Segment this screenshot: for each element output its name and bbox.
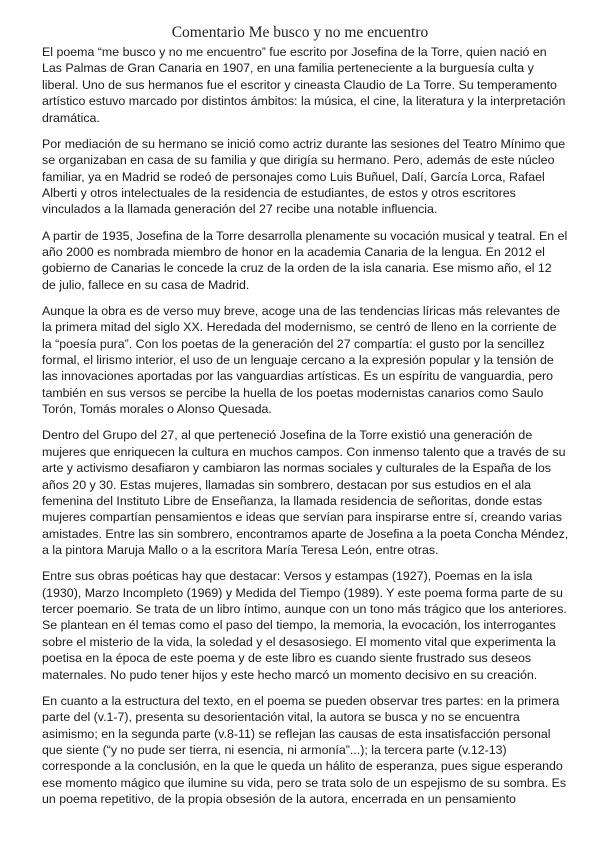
text-line: (1930), Marzo Incompleto (1969) y Medida del Tiempo (1989). Y este poema forma parte de su bbox=[42, 585, 563, 600]
text-line: A partir de 1935, Josefina de la Torre desarrolla plenamente su vocación musical y teatral. En el bbox=[42, 228, 568, 243]
paragraph bbox=[42, 568, 582, 683]
text-line: vinculados a la llamada generación del 27 recibe una notable influencia. bbox=[42, 202, 438, 217]
text-line: artístico estuvo marcado por distintos ámbitos: la música, el cine, la literatura y la interpretación bbox=[42, 94, 566, 109]
text-line: dramática. bbox=[42, 110, 100, 125]
text-line: la primera mitad del siglo XX. Heredada del modernismo, se centró de lleno en la corriente de bbox=[42, 320, 557, 335]
text-line: ese momento mágico que ilumine su vida, pero se trata solo de un espejismo de su sombra. Es bbox=[42, 775, 567, 790]
paragraph bbox=[42, 44, 582, 126]
document-body bbox=[42, 44, 582, 817]
text-line: mujeres que enriquecen la cultura en muchos campos. Con inmenso talento que a través de su bbox=[42, 444, 566, 459]
text-line: corresponde a la conclusión, en la que le queda un hálito de esperanza, pues sigue esperando bbox=[42, 759, 563, 774]
text-line: sobre el misterio de la vida, la soledad y el desasosiego. El momento vital que experimenta la bbox=[42, 634, 556, 649]
text-line: femenina del Instituto Libre de Enseñanza, la llamada residencia de señoritas, donde estas bbox=[42, 493, 543, 508]
text-line: que siente (“y no pude ser tierra, ni esencia, ni armonía”...); la tercera parte (v.12-13) bbox=[42, 743, 507, 758]
text-line: asimismo; en la segunda parte (v.8-11) se reflejan las causas de esta insatisfacción personal bbox=[42, 726, 551, 741]
text-line: también en sus versos se percibe la huella de los poetas modernistas canarios como Saulo bbox=[42, 385, 544, 400]
text-line: a la pintora Maruja Mallo o a la escritora María Teresa León, entre otras. bbox=[42, 543, 439, 558]
paragraph bbox=[42, 136, 582, 218]
text-line: formal, el lirismo interior, el uso de un lenguaje cercano a la expresión popular y la tensión de bbox=[42, 353, 554, 368]
text-line: Se plantean en él temas como el paso del tiempo, la memoria, la evocación, los interrogantes bbox=[42, 618, 556, 633]
text-line: Por mediación de su hermano se inició como actriz durante las sesiones del Teatro Mínimo que bbox=[42, 136, 566, 151]
text-line: Aunque la obra es de verso muy breve, acoge una de las tendencias líricas más relevantes de bbox=[42, 303, 560, 318]
text-line: año 2000 es nombrada miembro de honor en la academia Canaria de la lengua. En 2012 el bbox=[42, 244, 545, 259]
text-line: Las Palmas de Gran Canaria en 1907, en una familia perteneciente a la burguesía culta y bbox=[42, 61, 534, 76]
text-line: arte y activismo desafiaron y cambiaron las normas sociales y culturales de la España de los bbox=[42, 461, 551, 476]
text-line: maternales. No pudo tener hijos y este hecho marcó un momento decisivo en su creación. bbox=[42, 667, 538, 682]
text-line: gobierno de Canarias le concede la cruz de la orden de la isla canaria. Ese mismo año, el 12 bbox=[42, 261, 552, 276]
text-line: Torón, Tomás morales o Alonso Quesada. bbox=[42, 402, 272, 417]
text-line: un poema repetitivo, de la propia obsesión de la autora, encerrada en un pensamiento bbox=[42, 792, 516, 807]
paragraph bbox=[42, 303, 582, 418]
document-title: Comentario Me busco y no me encuentro bbox=[171, 24, 429, 41]
text-line: Alberti y otros intelectuales de la residencia de estudiantes, de estos y otros escritores bbox=[42, 185, 516, 200]
text-line: años 20 y 30. Estas mujeres, llamadas sin sombrero, destacan por sus estudios en el ala bbox=[42, 477, 532, 492]
text-line: familiar, ya en Madrid se rodeó de personajes como Luis Buñuel, Dalí, García Lorca, Rafael bbox=[42, 169, 545, 184]
text-line: parte del (v.1-7), presenta su desorientación vital, la autora se busca y no se encuentra bbox=[42, 710, 520, 725]
text-line: se organizaban en casa de su familia y que dirigía su hermano. Pero, además de este núcleo bbox=[42, 153, 555, 168]
text-line: poetisa en la época de este poema y de este libro es cuando siente frustrado sus deseos bbox=[42, 651, 532, 666]
text-line: amistades. Entre las sin sombrero, encontramos aparte de Josefina a la poeta Concha Méndez, bbox=[42, 526, 569, 541]
paragraph bbox=[42, 693, 582, 808]
text-line: la “poesía pura”. Con los poetas de la generación del 27 compartía: el gusto por la sencillez bbox=[42, 336, 545, 351]
text-line: Entre sus obras poéticas hay que destacar: Versos y estampas (1927), Poemas en la isla bbox=[42, 569, 533, 584]
text-line: El poema “me busco y no me encuentro” fue escrito por Josefina de la Torre, quien nació en bbox=[42, 45, 547, 59]
text-line: tercer poemario. Se trata de un libro íntimo, aunque con un tono más trágico que los anteriores. bbox=[42, 602, 567, 617]
text-line: liberal. Uno de sus hermanos fue el escritor y cineasta Claudio de La Torre. Su temperamento bbox=[42, 77, 557, 92]
text-line: Dentro del Grupo del 27, al que perteneció Josefina de la Torre existió una generación de bbox=[42, 428, 533, 443]
paragraph bbox=[42, 427, 582, 558]
paragraph bbox=[42, 228, 582, 294]
text-line: las innovaciones aportadas por las vanguardias artísticas. Es un espíritu de vanguardia, pero bbox=[42, 369, 554, 384]
text-line: En cuanto a la estructura del texto, en el poema se pueden observar tres partes: en la primera bbox=[42, 693, 560, 708]
text-line: de julio, fallece en su casa de Madrid. bbox=[42, 277, 250, 292]
text-line: mujeres compartían pensamientos e ideas que servían para inspirarse entre sí, creando varias bbox=[42, 510, 562, 525]
